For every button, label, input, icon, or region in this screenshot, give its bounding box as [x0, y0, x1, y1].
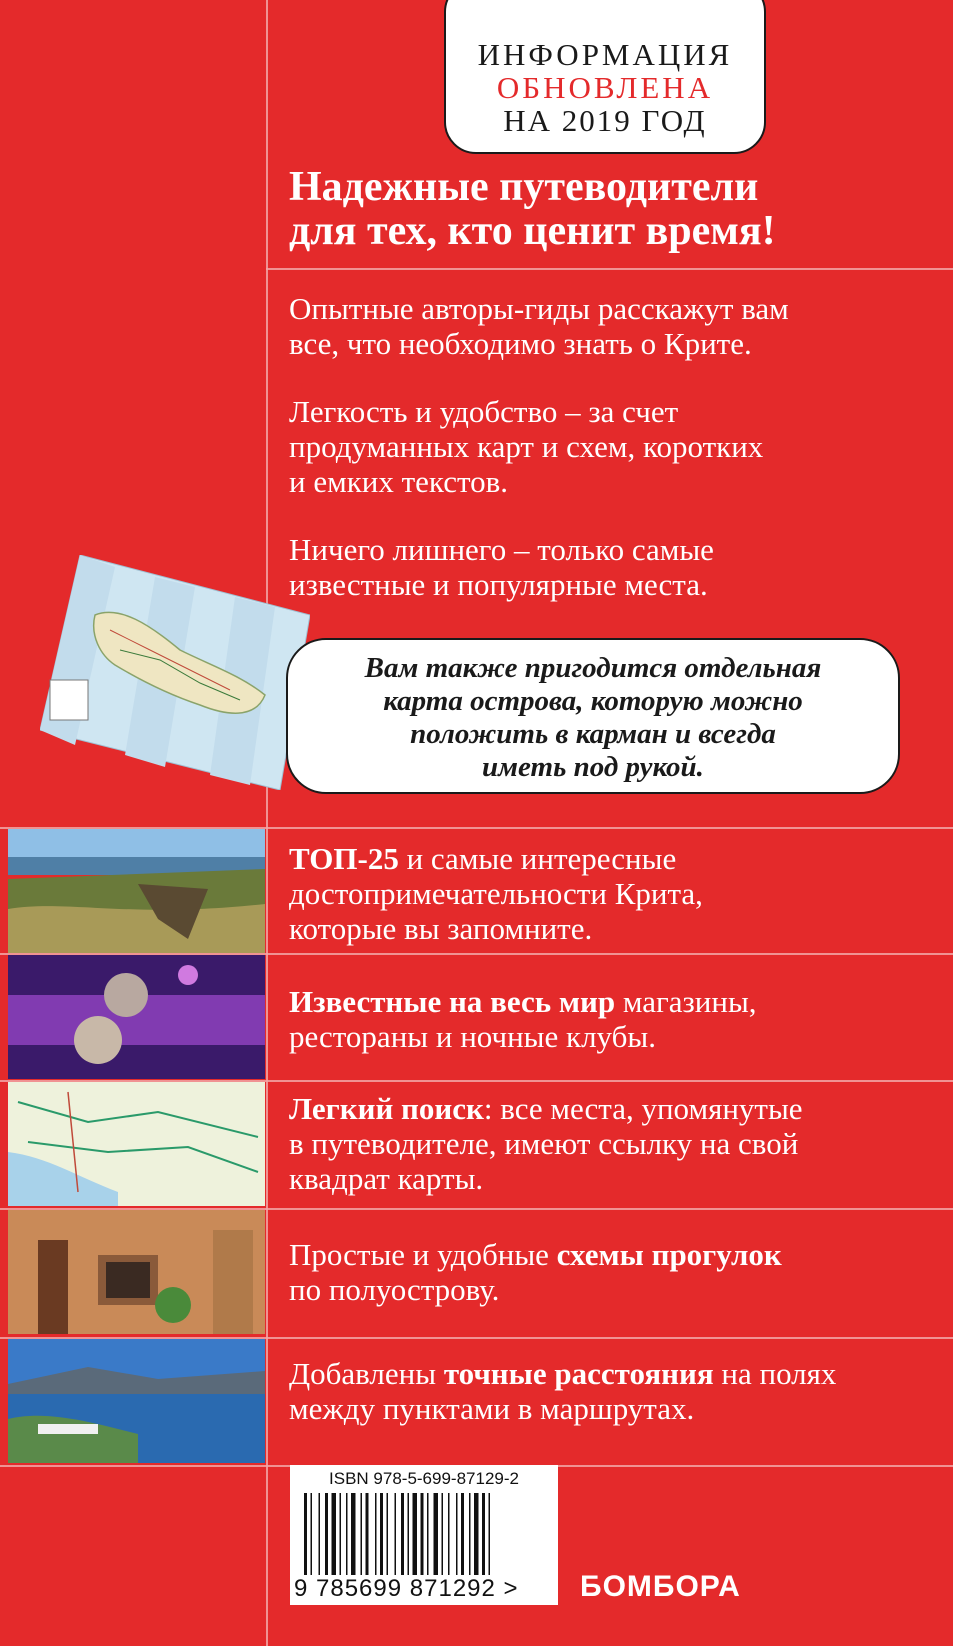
paragraph-line: Ничего лишнего – только самые	[289, 532, 714, 567]
feature-text: на полях	[713, 1356, 837, 1391]
callout-line: положить в карман и всегда	[410, 718, 776, 750]
coast-photo	[8, 1339, 265, 1463]
feature-line	[289, 984, 939, 1019]
publisher-logo: БОМБОРА	[580, 1570, 741, 1603]
feature-line: по полуострову.	[289, 1272, 500, 1307]
badge-line-2: ОБНОВЛЕНА	[496, 70, 714, 105]
paragraph-line: все, что необходимо знать о Крите.	[289, 326, 752, 361]
paragraph-authors	[289, 291, 929, 361]
isbn-digits: 9 785699 871292 >	[294, 1575, 519, 1602]
isbn-label: ISBN 978-5-699-87129-2	[329, 1469, 519, 1488]
map-callout	[286, 638, 900, 794]
feature-bold: точные расстояния	[443, 1356, 714, 1391]
barcode-bar	[408, 1493, 410, 1575]
paragraph-line: и емких текстов.	[289, 464, 508, 499]
callout-line: карта острова, которую можно	[383, 685, 803, 717]
barcode-bar	[427, 1493, 429, 1575]
barcode	[290, 1465, 558, 1605]
feature-text: магазины,	[615, 984, 757, 1019]
barcode-bar	[304, 1493, 307, 1575]
nightclub-photo	[8, 955, 265, 1079]
feature-walk-schemes	[289, 1237, 939, 1307]
landscape-photo	[8, 829, 265, 953]
folded-map-image	[40, 555, 310, 790]
badge-line-1: ИНФОРМАЦИЯ	[477, 37, 733, 72]
barcode-bar	[456, 1493, 458, 1575]
barcode-bar	[413, 1493, 418, 1575]
paragraph-line: продуманных карт и схем, коротких	[289, 429, 764, 464]
feature-text: и самые интересные	[398, 841, 677, 876]
feature-top25	[289, 841, 939, 946]
feature-line	[289, 1091, 939, 1126]
barcode-bars	[304, 1493, 544, 1575]
barcode-bar	[469, 1493, 471, 1575]
barcode-bar	[482, 1493, 485, 1575]
headline	[289, 165, 929, 253]
barcode-bar	[340, 1493, 342, 1575]
callout-line: иметь под рукой.	[482, 751, 704, 783]
feature-world-famous	[289, 984, 939, 1054]
barcode-bar	[474, 1493, 479, 1575]
feature-easy-search	[289, 1091, 939, 1196]
feature-text: Простые и удобные	[289, 1237, 557, 1272]
callout-line: Вам также пригодится отдельная	[364, 652, 822, 684]
horizontal-rule	[266, 268, 953, 270]
barcode-bar	[448, 1493, 450, 1575]
barcode-bar	[421, 1493, 424, 1575]
vertical-rule	[266, 0, 268, 1646]
paragraph-line: известные и популярные места.	[289, 567, 708, 602]
paragraph-nothing-extra	[289, 532, 929, 602]
feature-bold: Легкий поиск	[289, 1091, 484, 1126]
barcode-bar	[346, 1493, 348, 1575]
update-badge	[444, 0, 766, 154]
map-detail-photo	[8, 1082, 265, 1206]
feature-line	[289, 1356, 939, 1391]
barcode-bar	[489, 1493, 491, 1575]
barcode-bar	[461, 1493, 464, 1575]
feature-distances	[289, 1356, 939, 1426]
feature-line: достопримечательности Крита,	[289, 876, 703, 911]
barcode-bar	[375, 1493, 377, 1575]
barcode-bar	[366, 1493, 369, 1575]
feature-text: Добавлены	[289, 1356, 444, 1391]
feature-line: которые вы запомните.	[289, 911, 593, 946]
barcode-bar	[401, 1493, 404, 1575]
barcode-bar	[351, 1493, 356, 1575]
feature-line: в путеводителе, имеют ссылку на свой	[289, 1126, 799, 1161]
feature-bold: ТОП-25	[289, 841, 399, 876]
feature-line: квадрат карты.	[289, 1161, 484, 1196]
headline-line-1: Надежные путеводители	[289, 164, 759, 210]
paragraph-line: Легкость и удобство – за счет	[289, 394, 679, 429]
barcode-bar	[319, 1493, 321, 1575]
headline-line-2: для тех, кто ценит время!	[289, 208, 776, 254]
feature-line	[289, 1237, 939, 1272]
barcode-bar	[332, 1493, 337, 1575]
barcode-bar	[387, 1493, 389, 1575]
barcode-bar	[395, 1493, 397, 1575]
feature-text: : все места, упомянутые	[483, 1091, 803, 1126]
barcode-bar	[434, 1493, 439, 1575]
barcode-bar	[380, 1493, 383, 1575]
feature-line: рестораны и ночные клубы.	[289, 1019, 656, 1054]
paragraph-line: Опытные авторы-гиды расскажут вам	[289, 291, 789, 326]
barcode-bar	[442, 1493, 444, 1575]
feature-bold: Известные на весь мир	[289, 984, 616, 1019]
barcode-bar	[361, 1493, 363, 1575]
house-photo	[8, 1210, 265, 1334]
feature-bold: схемы прогулок	[556, 1237, 782, 1272]
feature-line: между пунктами в маршрутах.	[289, 1391, 695, 1426]
feature-line	[289, 841, 939, 876]
badge-line-3: НА 2019 ГОД	[503, 103, 707, 138]
barcode-bar	[311, 1493, 313, 1575]
paragraph-ease	[289, 394, 929, 499]
barcode-bar	[325, 1493, 328, 1575]
